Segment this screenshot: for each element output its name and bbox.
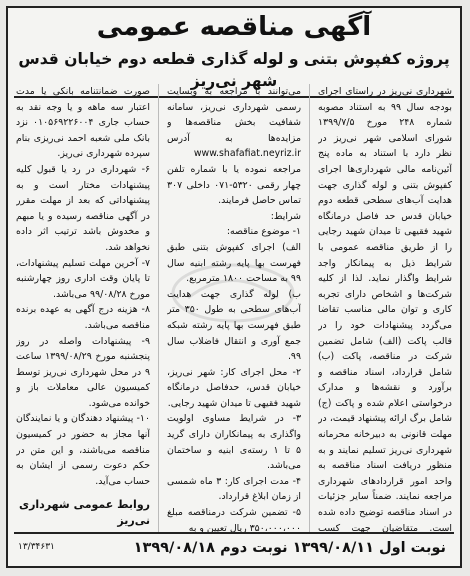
column-left-text: صورت ضمانتنامه بانکی یا مدت اعتبار سه ماهه و یا وجه نقد به حساب جاری ۰۱۰۵۶۹۲۲۶۰۰۴ نزد بانک ملی شعبه احمد نی‌ریزی بنام سپرده شهرداری نی‌ریز. ۶- شهرداری در رد یا قبول کلیه پیشنهادات مختار است و به پیشنهاداتی که بعد از مهلت مقرر در آگهی مناقصه رسیده و یا مبهم و مخدوش باشد ترتیب اثر داده نخواهد شد. ۷- آخرین مهلت تسلیم پیشنهادات، تا پایان وقت اداری روز چهارشنبه مورخ ۹۹/۰۸/۲۸ می‌باشد. ۸- هزینه درج آگهی به عهده برنده مناقصه می‌باشد. ۹- پیشنهادات واصله در روز پنجشنبه مورخ ۱۳۹۹/۰۸/۲۹ ساعت ۹ در محل شهرداری نی‌ریز توسط کمیسیون عالی معاملات باز و خوانده می‌شود. ۱۰- پیشنهاد دهندگان و یا نمایندگان آنها مجاز به حضور در کمیسیون مناقصه می‌باشند، و این متن در حکم دعوت رسمی از ایشان به حساب می‌آید.: [16, 86, 150, 487]
column-left: [16, 84, 150, 534]
ad-code: ۱۳/۳۴۶۳۱: [18, 542, 55, 552]
tender-ad-frame: [6, 6, 462, 568]
ad-footer: [14, 532, 454, 562]
column-divider: [158, 84, 159, 534]
column-right: [318, 84, 452, 534]
column-middle-text: می‌توانند با مراجعه به وبسایت رسمی شهرداری نی‌ریز، سامانه شفافیت بخش مناقصه‌ها و مزایده‌ها به آدرس www.shafafiat.neyriz.ir مراجعه نموده یا با شماره تلفن چهار رقمی ۵۳۲۰-۰۷۱ داخلی ۳۰۷ تماس حاصل فرمایند. شرایط: ۱- موضوع مناقصه: الف) اجرای کفپوش بتنی طبق فهرست بها پایه رشته ابنیه سال ۹۹ به مساحت ۱۸۰۰ مترمربع. ب) لوله گذاری جهت هدایت آب‌های سطحی به طول ۳۵۰ متر طبق فهرست بها پایه رشته شبکه جمع آوری و انتقال فاضلاب سال ۹۹. ۲- محل اجرای کار: شهر نی‌ریز، خیابان قدس، حدفاصل درمانگاه شهید فقیهی تا میدان شهید رجایی. ۳- در شرایط مساوی اولویت واگذاری به پیمانکاران دارای گرید ۵ تا ۱ رسته‌ی ابنیه و ساختمان می‌باشد. ۴- مدت اجرای کار: ۳ ماه شمسی از زمان ابلاغ قرارداد. ۵- تضمین شرکت درمناقصه مبلغ ۳۵۰،۰۰۰،۰۰۰ ریال تعیین و به: [167, 86, 301, 534]
ad-title: آگهی مناقصه عمومی: [96, 12, 372, 42]
ad-subtitle: پروژه کفپوش بتنی و لوله گذاری قطعه دوم خیابان قدس شهر نی‌ریز: [14, 48, 454, 98]
signature: روابط عمومی شهرداری نی‌ریز: [19, 498, 150, 528]
column-divider: [309, 84, 310, 534]
column-right-text: شهرداری نی‌ریز در راستای اجرای بودجه سال ۹۹ به استناد مصوبه شماره ۲۴۸ مورخ ۱۳۹۹/۷/۵ شورای اسلامی شهر نی‌ریز در نظر دارد با استناد به ماده پنج آئین‌نامه مالی شهرداری‌ها اجرای کفپوش بتنی و لوله گذاری جهت هدایت آب‌های سطحی قطعه دوم خیابان قدس حد فاصل درمانگاه شهید فقیهی تا میدان شهید رجایی را از طریق مناقصه عمومی با شرایط ذیل به پیمانکار واجد شرایط واگذار نماید. لذا از کلیه شرکت‌ها و اشخاص دارای تجربه کاری و توان مالی مناسب تقاضا می‌گردد پیشنهادات خود را در قالب پاکت (الف) شامل تضمین شرکت در مناقصه، پاکت (ب) شامل قرارداد، اسناد مناقصه و برآورد و نقشه‌ها و مدارک درخواستی اعلام شده و پاکت (ج) شامل برگ ارائه پیشنهاد قیمت، در مهلت قانونی به دبیرخانه محرمانه شهرداری نی‌ریز تسلیم نمایند و به منظور دریافت اسناد مناقصه به واحد امور قراردادهای شهرداری مراجعه نمایند. ضمناً سایر جزئیات در اسناد مناقصه توضیح داده شده است. متقاضیان جهت کسب: [318, 86, 452, 534]
publication-dates: نوبت اول ۱۳۹۹/۰۸/۱۱ نوبت دوم ۱۳۹۹/۰۸/۱۸: [133, 540, 446, 556]
watermark-logo-icon: [168, 258, 298, 328]
